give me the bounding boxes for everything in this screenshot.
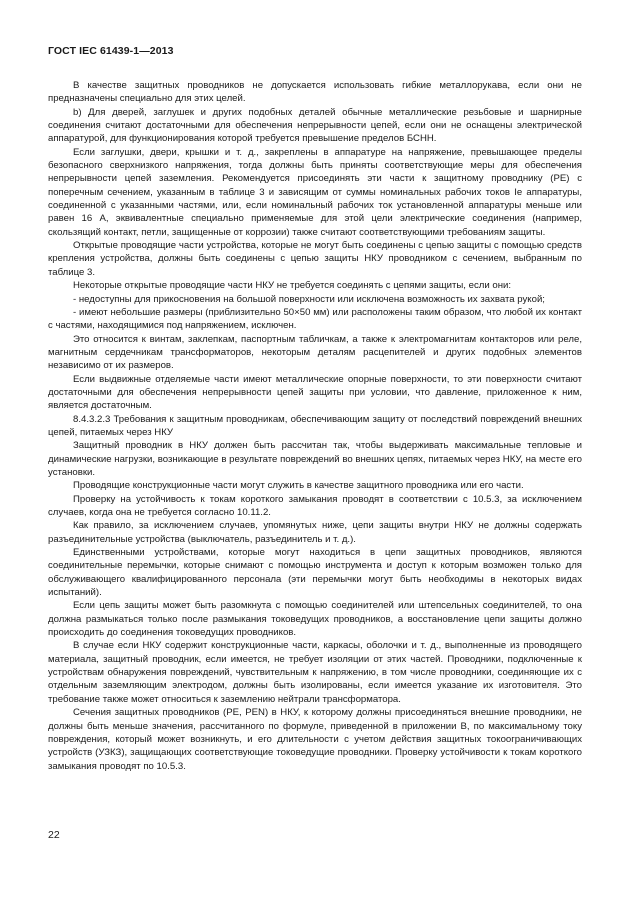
list-item: - недоступны для прикосновения на большой поверхности или исключена возможность их захвата рукой; — [73, 293, 545, 305]
paragraph: Проводящие конструкционные части могут служить в качестве защитного проводника или его части. — [73, 480, 524, 492]
paragraph: Некоторые открытые проводящие части НКУ не требуется соединять с цепями защиты, если они: — [73, 280, 512, 292]
paragraph: Единственными устройствами, которые могут находиться в цепи защитных проводников, являются соединительные перемычки, которые снимают с помощью инструмента и доступ к которым возможен только для обслуживающего квалифицированного персонала (эти перемычки могут быть необходимы в некоторых видах испытаний). — [48, 547, 582, 599]
paragraph: Как правило, за исключением случаев, упомянутых ниже, цепи защиты внутри НКУ не должны содержать разъединительные устройства (выключатель, разъединитель и т. д.). — [48, 520, 582, 545]
paragraph: Защитный проводник в НКУ должен быть рассчитан так, чтобы выдерживать максимальные тепловые и динамические нагрузки, возникающие в результате повреждений во внешних цепях, питаемых через НКУ, на месте его установки. — [48, 440, 582, 478]
paragraph: Проверку на устойчивость к токам короткого замыкания проводят в соответствии с 10.5.3, за исключением случаев, когда она не требуется согласно 10.11.2. — [48, 493, 582, 518]
document-header: ГОСТ IEC 61439-1—2013 — [48, 45, 174, 57]
paragraph: Это относится к винтам, заклепкам, паспортным табличкам, а также к электромагнитам контакторов или реле, магнитным сердечникам трансформаторов, некоторым деталям расцепителей и других подобных элементов независимо от их размеров. — [48, 333, 582, 372]
paragraph: Сечения защитных проводников (PE, PEN) в НКУ, к которому должны присоединяться внешние проводники, не должны быть меньше значения, рассчитанного по формуле, приведенной в приложении В, по максимальному току повреждения, который может возникнуть, и его длительности с учетом действия защитных токоограничивающих устройств (УЗКЗ), защищающих соответствующие токоведущие проводники. Проверку устойчивости к токам короткого замыкания проводят по 10.5.3. — [48, 707, 582, 772]
paragraph: В качестве защитных проводников не допускается использовать гибкие металлорукава, если они не предназначены специально для этих целей. — [48, 80, 582, 105]
document-body — [48, 79, 582, 773]
section-heading: 8.4.3.2.3 Требования к защитным проводникам, обеспечивающим защиту от последствий повреждений внешних цепей, питаемых через НКУ — [48, 413, 582, 438]
paragraph: Если цепь защиты может быть разомкнута с помощью соединителей или штепсельных соединителей, то она должна размыкаться только после размыкания токоведущих проводников, а восстановление цепи защиты должно происходить до соединения токоведущих проводников. — [48, 600, 582, 639]
paragraph: b) Для дверей, заглушек и других подобных деталей обычные металлические резьбовые и шарнирные соединения считают достаточными для обеспечения непрерывности цепей, если они не оснащены электрической аппаратурой, для функционирования которой требуется превышение пределов БСНН. — [48, 106, 582, 145]
paragraph: Если выдвижные отделяемые части имеют металлические опорные поверхности, то эти поверхности считают достаточными для обеспечения непрерывности цепей защиты при условии, что давление, приложенное к ним, является достаточным. — [48, 373, 582, 412]
page-number: 22 — [48, 829, 60, 841]
paragraph: В случае если НКУ содержит конструкционные части, каркасы, оболочки и т. д., выполненные из проводящего материала, защитный проводник, если имеется, не требует изоляции от этих частей. Проводники, подключенные к устройствам обнаружения повреждений, чувствительным к напряжению, в том числе проводники, соединяющие их с отдельным заземляющим электродом, должны быть изолированы, если имеется указание их изготовителя. Это требование также может относиться к заземлению нейтрали трансформатора. — [48, 640, 582, 705]
paragraph: Если заглушки, двери, крышки и т. д., закреплены в аппаратуре на напряжение, превышающее пределы безопасного сверхнизкого напряжения, тогда должны быть приняты соответствующие меры для обеспечения непрерывности цепей заземления. Рекомендуется присоединять эти части к защитному проводнику (PE) с поперечным сечением, указанным в таблице 3 и зависящим от суммы номинальных рабочих токов Ie аппаратуры, соединенной с указанными частями, или, если номинальный рабочих ток установленной аппаратуры меньше или равен 16 А, эквивалентные специально применяемые для этой цели электрические соединения (например, скользящий контакт, петли, защищенные от коррозии) также считают соответствующими требованиям защиты. — [48, 146, 582, 238]
list-item: - имеют небольшие размеры (приблизительно 50×50 мм) или расположены таким образом, что любой их контакт с частями, находящимися под напряжением, исключен. — [48, 306, 582, 332]
paragraph: Открытые проводящие части устройства, которые не могут быть соединены с цепью защиты с помощью средств крепления устройства, должны быть соединены с цепью защиты НКУ проводником с сечением, выбранным по таблице 3. — [48, 240, 582, 278]
